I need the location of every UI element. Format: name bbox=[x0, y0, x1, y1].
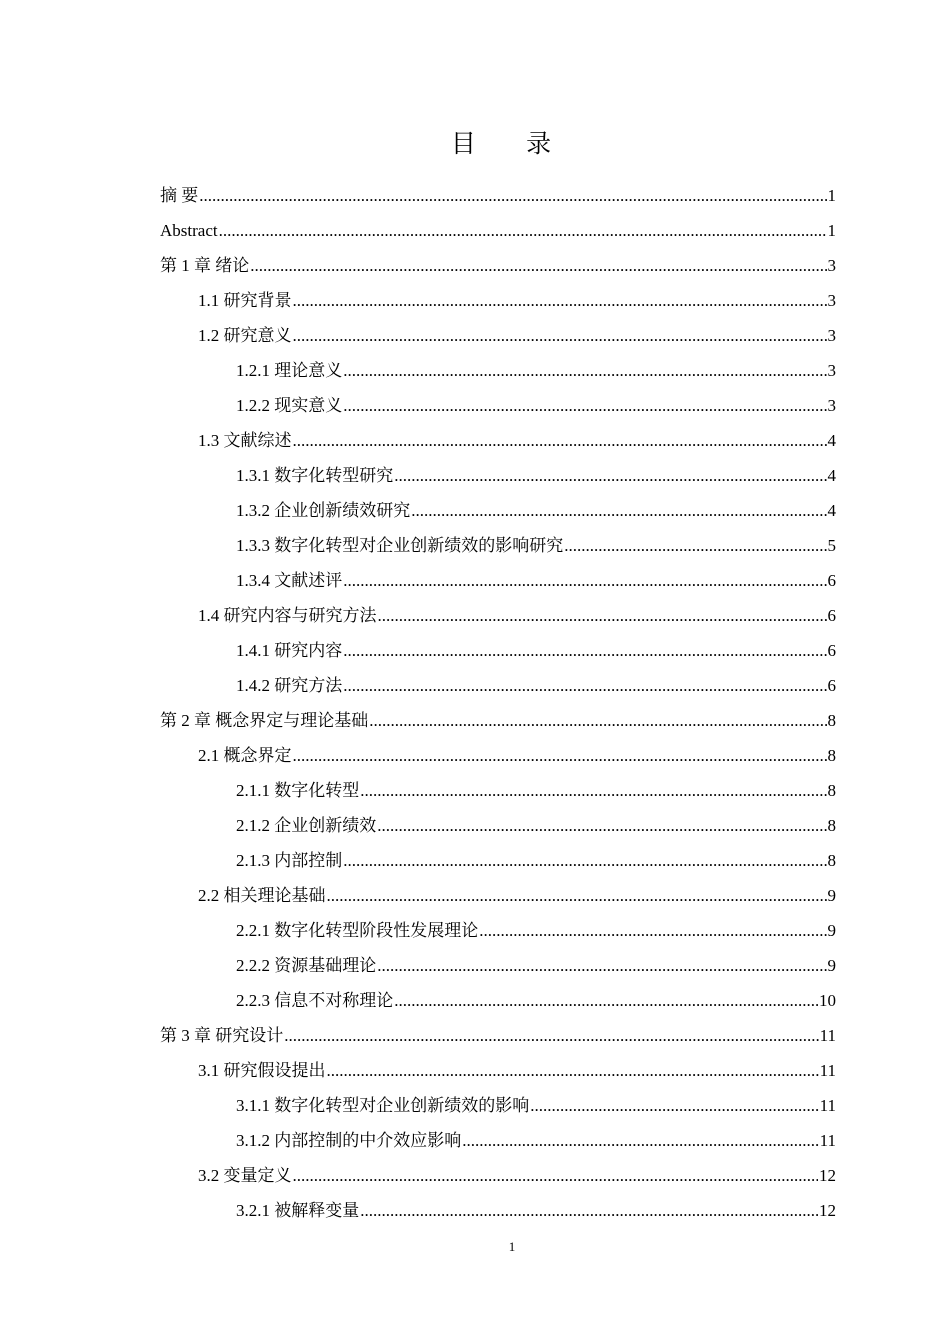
toc-entry-page: 3 bbox=[827, 326, 836, 345]
toc-entry-page: 8 bbox=[827, 851, 836, 870]
toc-entry-2-1-1[interactable] bbox=[160, 773, 836, 808]
toc-entry-label: 摘 要 bbox=[160, 186, 199, 205]
toc-entry-page: 6 bbox=[827, 571, 836, 590]
toc-leader-dots bbox=[343, 633, 826, 668]
toc-entry-page: 4 bbox=[827, 466, 836, 485]
toc-entry-1-4-2[interactable] bbox=[160, 668, 836, 703]
toc-entry-label: 第 3 章 研究设计 bbox=[160, 1026, 284, 1045]
toc-entry-label: 第 1 章 绪论 bbox=[160, 256, 250, 275]
toc-entry-label: 1.3 文献综述 bbox=[198, 431, 292, 450]
toc-entry-3-1[interactable] bbox=[160, 1053, 836, 1088]
toc-entry-3-1-1[interactable] bbox=[160, 1088, 836, 1123]
toc-leader-dots bbox=[564, 528, 826, 563]
toc-leader-dots bbox=[360, 773, 826, 808]
toc-entry-page: 10 bbox=[819, 991, 836, 1010]
toc-entry-page: 8 bbox=[827, 816, 836, 835]
toc-leader-dots bbox=[293, 283, 827, 318]
toc-entry-label: 2.2.3 信息不对称理论 bbox=[236, 991, 394, 1010]
toc-entry-1-3-3[interactable] bbox=[160, 528, 836, 563]
toc-entry-label: 1.3.1 数字化转型研究 bbox=[236, 466, 394, 485]
toc-leader-dots bbox=[219, 213, 827, 248]
toc-leader-dots bbox=[378, 598, 827, 633]
toc-leader-dots bbox=[293, 318, 827, 353]
toc-entry-3-1-2[interactable] bbox=[160, 1123, 836, 1158]
toc-entry-label: 1.4.2 研究方法 bbox=[236, 676, 343, 695]
toc-leader-dots bbox=[479, 913, 826, 948]
toc-entry-page: 11 bbox=[819, 1061, 836, 1080]
toc-entry-chapter-3[interactable] bbox=[160, 1018, 836, 1053]
toc-entry-label: 2.1.2 企业创新绩效 bbox=[236, 816, 377, 835]
toc-entry-label: 2.2.1 数字化转型阶段性发展理论 bbox=[236, 921, 479, 940]
toc-leader-dots bbox=[394, 983, 818, 1018]
toc-entry-1-4[interactable] bbox=[160, 598, 836, 633]
toc-entry-1-2[interactable] bbox=[160, 318, 836, 353]
toc-leader-dots bbox=[284, 1018, 818, 1053]
toc-entry-1-2-1[interactable] bbox=[160, 353, 836, 388]
toc-leader-dots bbox=[343, 563, 826, 598]
toc-entry-page: 9 bbox=[827, 886, 836, 905]
toc-entry-page: 6 bbox=[827, 676, 836, 695]
toc-entry-label: 1.2.1 理论意义 bbox=[236, 361, 343, 380]
toc-entry-3-2-1[interactable] bbox=[160, 1193, 836, 1228]
toc-entry-label: 2.1.3 内部控制 bbox=[236, 851, 343, 870]
toc-entry-label: 1.3.2 企业创新绩效研究 bbox=[236, 501, 411, 520]
toc-entry-label: 3.2 变量定义 bbox=[198, 1166, 292, 1185]
toc-entry-page: 4 bbox=[827, 431, 836, 450]
toc-entry-page: 3 bbox=[827, 291, 836, 310]
toc-entry-label: 2.1 概念界定 bbox=[198, 746, 292, 765]
toc-entry-label: 1.1 研究背景 bbox=[198, 291, 292, 310]
toc-entry-2-2-3[interactable] bbox=[160, 983, 836, 1018]
toc-entry-1-2-2[interactable] bbox=[160, 388, 836, 423]
toc-entry-3-2[interactable] bbox=[160, 1158, 836, 1193]
toc-leader-dots bbox=[343, 388, 826, 423]
toc-leader-dots bbox=[250, 248, 826, 283]
toc-leader-dots bbox=[377, 808, 826, 843]
toc-entry-2-2-2[interactable] bbox=[160, 948, 836, 983]
toc-entry-page: 6 bbox=[827, 641, 836, 660]
toc-entry-page: 6 bbox=[827, 606, 836, 625]
page-number: 1 bbox=[508, 1239, 516, 1254]
toc-entry-label: 第 2 章 概念界定与理论基础 bbox=[160, 711, 369, 730]
toc-entry-1-3-4[interactable] bbox=[160, 563, 836, 598]
toc-entry-chapter-1[interactable] bbox=[160, 248, 836, 283]
toc-leader-dots bbox=[369, 703, 826, 738]
toc-entry-label: 1.2 研究意义 bbox=[198, 326, 292, 345]
toc-leader-dots bbox=[394, 458, 826, 493]
toc-leader-dots bbox=[293, 1158, 819, 1193]
toc-entry-1-3-1[interactable] bbox=[160, 458, 836, 493]
toc-entry-label: 1.2.2 现实意义 bbox=[236, 396, 343, 415]
page-title: 目 录 bbox=[450, 131, 574, 158]
toc-entry-label: 2.2.2 资源基础理论 bbox=[236, 956, 377, 975]
toc-entry-1-3-2[interactable] bbox=[160, 493, 836, 528]
toc-entry-page: 4 bbox=[827, 501, 836, 520]
toc-leader-dots bbox=[462, 1123, 818, 1158]
toc-leader-dots bbox=[411, 493, 826, 528]
toc-entry-2-1-2[interactable] bbox=[160, 808, 836, 843]
toc-entry-page: 1 bbox=[827, 221, 836, 240]
toc-leader-dots bbox=[293, 423, 827, 458]
toc-leader-dots bbox=[377, 948, 826, 983]
toc-entry-label: 1.4 研究内容与研究方法 bbox=[198, 606, 377, 625]
toc-leader-dots bbox=[327, 878, 827, 913]
toc-entry-label: 3.1 研究假设提出 bbox=[198, 1061, 326, 1080]
toc-entry-label: 3.2.1 被解释变量 bbox=[236, 1201, 360, 1220]
toc-entry-abstract-cn[interactable] bbox=[160, 178, 836, 213]
toc-entry-1-4-1[interactable] bbox=[160, 633, 836, 668]
toc-entry-page: 12 bbox=[819, 1166, 836, 1185]
toc-entry-label: 2.2 相关理论基础 bbox=[198, 886, 326, 905]
toc-entry-chapter-2[interactable] bbox=[160, 703, 836, 738]
toc-leader-dots bbox=[343, 668, 826, 703]
toc-entry-page: 11 bbox=[819, 1026, 836, 1045]
table-of-contents bbox=[160, 178, 836, 1228]
toc-entry-page: 8 bbox=[827, 781, 836, 800]
toc-entry-page: 1 bbox=[827, 186, 836, 205]
toc-entry-label: 3.1.2 内部控制的中介效应影响 bbox=[236, 1131, 462, 1150]
toc-entry-page: 5 bbox=[827, 536, 836, 555]
toc-entry-2-1[interactable] bbox=[160, 738, 836, 773]
toc-entry-abstract-en[interactable] bbox=[160, 213, 836, 248]
toc-leader-dots bbox=[343, 843, 826, 878]
toc-entry-1-1[interactable] bbox=[160, 283, 836, 318]
toc-entry-label: Abstract bbox=[160, 221, 218, 240]
toc-entry-label: 3.1.1 数字化转型对企业创新绩效的影响 bbox=[236, 1096, 530, 1115]
toc-leader-dots bbox=[293, 738, 827, 773]
toc-entry-page: 8 bbox=[827, 711, 836, 730]
toc-entry-2-1-3[interactable] bbox=[160, 843, 836, 878]
toc-entry-page: 3 bbox=[827, 256, 836, 275]
toc-entry-2-2[interactable] bbox=[160, 878, 836, 913]
toc-entry-page: 11 bbox=[819, 1096, 836, 1115]
toc-entry-page: 11 bbox=[819, 1131, 836, 1150]
toc-leader-dots bbox=[530, 1088, 818, 1123]
toc-entry-label: 1.4.1 研究内容 bbox=[236, 641, 343, 660]
toc-leader-dots bbox=[360, 1193, 818, 1228]
toc-entry-page: 3 bbox=[827, 361, 836, 380]
toc-entry-page: 8 bbox=[827, 746, 836, 765]
toc-entry-page: 3 bbox=[827, 396, 836, 415]
toc-entry-page: 9 bbox=[827, 956, 836, 975]
toc-leader-dots bbox=[343, 353, 826, 388]
toc-entry-label: 1.3.3 数字化转型对企业创新绩效的影响研究 bbox=[236, 536, 564, 555]
toc-leader-dots bbox=[327, 1053, 819, 1088]
toc-entry-page: 12 bbox=[819, 1201, 836, 1220]
toc-entry-label: 2.1.1 数字化转型 bbox=[236, 781, 360, 800]
toc-entry-page: 9 bbox=[827, 921, 836, 940]
toc-entry-1-3[interactable] bbox=[160, 423, 836, 458]
toc-leader-dots bbox=[199, 178, 826, 213]
toc-entry-label: 1.3.4 文献述评 bbox=[236, 571, 343, 590]
toc-entry-2-2-1[interactable] bbox=[160, 913, 836, 948]
